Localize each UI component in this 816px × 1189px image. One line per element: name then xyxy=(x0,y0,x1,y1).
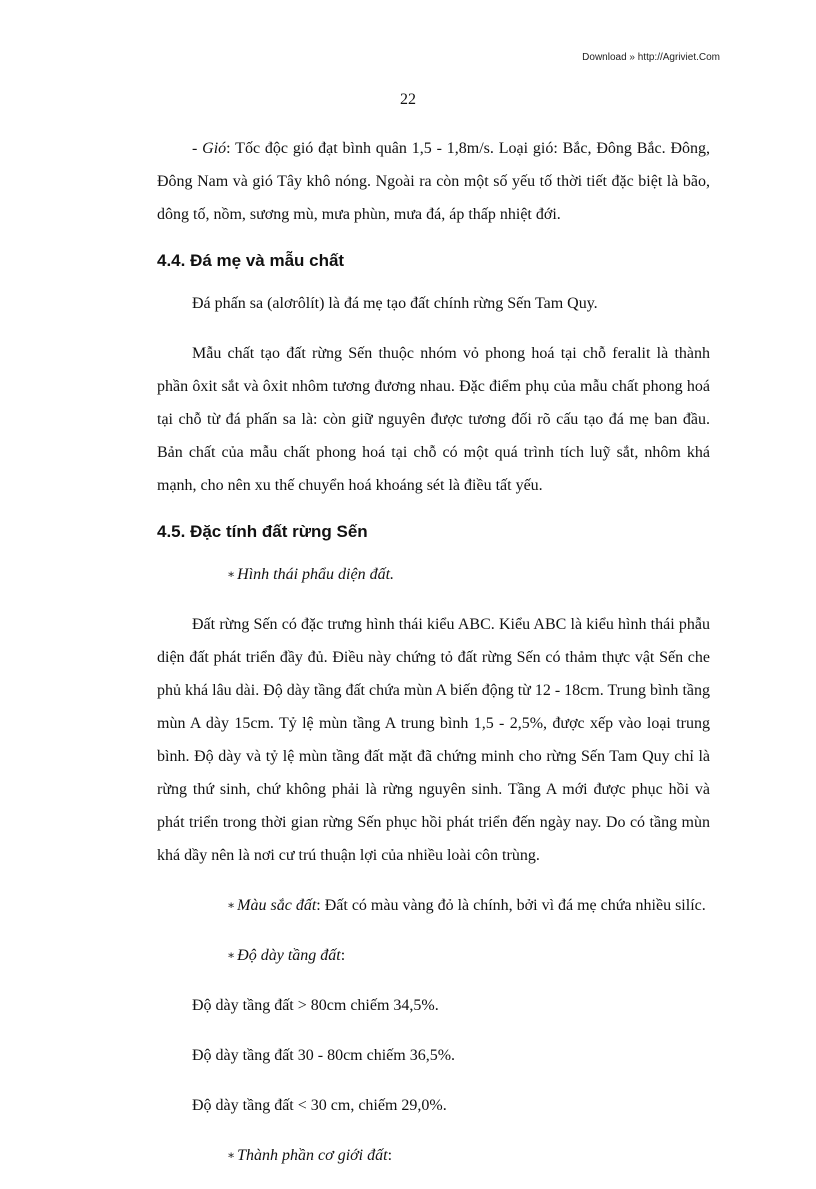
mechanical-title xyxy=(157,1139,710,1172)
star-bullet-icon: ∗ xyxy=(227,1148,236,1162)
page-number: 22 xyxy=(400,91,416,108)
soil-profile-title xyxy=(157,558,710,591)
soil-color-text: : Đất có màu vàng đỏ là chính, bởi vì đá mẹ chứa nhiều silíc. xyxy=(316,897,706,914)
soil-depth-title xyxy=(157,939,710,972)
wind-paragraph xyxy=(157,132,710,231)
mechanical-colon: : xyxy=(387,1147,393,1164)
star-bullet-icon: ∗ xyxy=(227,948,236,962)
soil-depth-colon: : xyxy=(340,947,346,964)
parent-rock-paragraph: Đá phấn sa (alơrôlít) là đá mẹ tạo đất chính rừng Sến Tam Quy. xyxy=(192,295,598,312)
soil-profile-title-text: Hình thái phẩu diện đất xyxy=(237,566,391,583)
download-link[interactable]: Download » http://Agriviet.Com xyxy=(582,52,720,63)
depth-line: Độ dày tầng đất < 30 cm, chiếm 29,0%. xyxy=(192,1097,447,1114)
section-heading-4-4: 4.4. Đá mẹ và mẫu chất xyxy=(157,251,345,270)
soil-profile-paragraph: Đất rừng Sến có đặc trưng hình thái kiểu ABC. Kiểu ABC là kiểu hình thái phẫu diện đất phát triển đầy đủ. Điều này chứng tỏ đất rừng Sến có thảm thực vật Sến che phủ khá lâu dài. Độ dày tầng đất chứa mùn A biến động từ 12 - 18cm. Trung bình tầng mùn A dày 15cm. Tỷ lệ mùn tầng A trung bình 1,5 - 2,5%, được xếp vào loại trung bình. Độ dày và tỷ lệ mùn tầng đất mặt đã chứng minh cho rừng Sến Tam Quy chỉ là rừng thứ sinh, chứ không phải là rừng nguyên sinh. Tầng A mới được phục hồi và phát triển trong thời gian rừng Sến phục hồi phát triển đến ngày nay. Do có tầng mùn khá dầy nên là nơi cư trú thuận lợi của nhiều loài côn trùng. xyxy=(157,616,710,864)
page-body xyxy=(157,132,710,1189)
star-bullet-icon: ∗ xyxy=(227,898,236,912)
soil-depth-title-text: Độ dày tầng đất xyxy=(237,947,341,964)
wind-text: : Tốc độc gió đạt bình quân 1,5 - 1,8m/s. Loại gió: Bắc, Đông Bắc. Đông, Đông Nam và gió Tây khô nóng. Ngoài ra còn một số yếu tố thời tiết đặc biệt là bão, dông tố, nồm, sương mù, mưa phùn, mưa đá, áp thấp nhiệt đới. xyxy=(157,140,711,223)
soil-color-title: Màu sắc đất xyxy=(237,897,317,914)
wind-prefix: - xyxy=(192,140,203,157)
section-heading-4-5: 4.5. Đặc tính đất rừng Sến xyxy=(157,522,368,541)
soil-color-paragraph xyxy=(157,889,710,922)
star-bullet-icon: ∗ xyxy=(227,567,236,581)
wind-label: Gió xyxy=(202,140,227,157)
depth-line: Độ dày tầng đất > 80cm chiếm 34,5%. xyxy=(192,997,439,1014)
soil-profile-title-end: . xyxy=(390,566,395,583)
depth-line: Độ dày tầng đất 30 - 80cm chiếm 36,5%. xyxy=(192,1047,456,1064)
parent-material-paragraph: Mẫu chất tạo đất rừng Sến thuộc nhóm vỏ phong hoá tại chỗ feralit là thành phần ôxit sắt và ôxit nhôm tương đương nhau. Đặc điểm phụ của mẫu chất phong hoá tại chỗ từ đá phấn sa là: còn giữ nguyên được tương đối rõ cấu tạo đá mẹ ban đầu. Bản chất của mẫu chất phong hoá tại chỗ có một quá trình tích luỹ sắt, nhôm khá mạnh, cho nên xu thế chuyển hoá khoáng sét là điều tất yếu. xyxy=(157,345,710,494)
mechanical-title-text: Thành phần cơ giới đất xyxy=(237,1147,388,1164)
